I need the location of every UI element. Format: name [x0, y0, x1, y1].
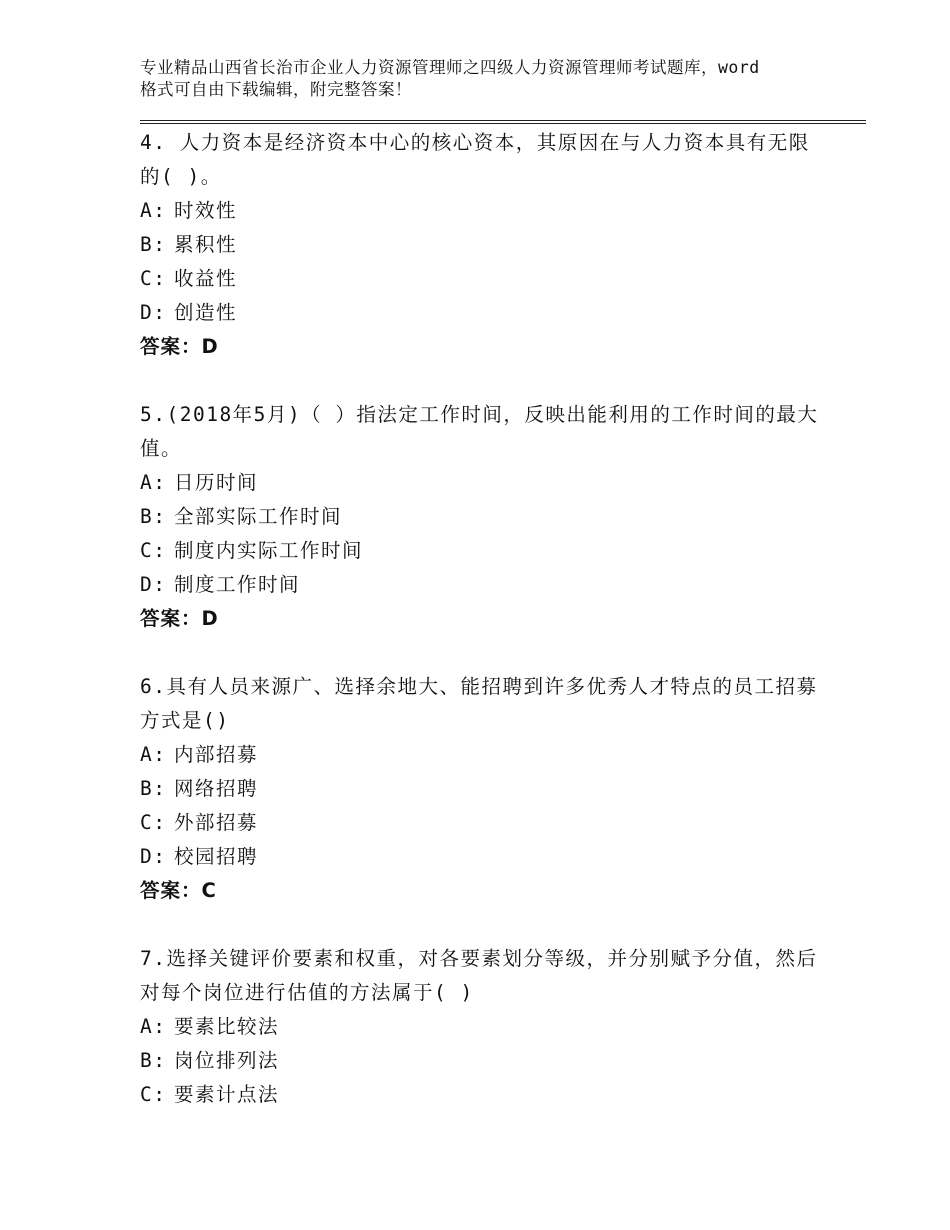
option-d	[140, 568, 840, 602]
option-a	[140, 194, 840, 228]
option-letter: C:	[140, 267, 167, 290]
option-c	[140, 262, 840, 296]
answer-line: 答案：C	[140, 879, 217, 902]
option-text: 岗位排列法	[174, 1049, 280, 1072]
option-text: 要素比较法	[174, 1015, 280, 1038]
option-b	[140, 1044, 840, 1078]
option-text: 累积性	[174, 233, 238, 256]
question-list	[140, 126, 840, 1146]
question-4	[140, 126, 840, 364]
option-a	[140, 738, 840, 772]
option-letter: B:	[140, 777, 167, 800]
option-letter: A:	[140, 743, 167, 766]
option-c	[140, 1078, 840, 1112]
answer-line: 答案：D	[140, 335, 219, 358]
option-text: 制度内实际工作时间	[174, 539, 364, 562]
option-b	[140, 228, 840, 262]
option-text: 网络招聘	[174, 777, 259, 800]
option-letter: B:	[140, 1049, 167, 1072]
option-letter: C:	[140, 539, 167, 562]
option-a	[140, 466, 840, 500]
option-b	[140, 500, 840, 534]
option-text: 内部招募	[174, 743, 259, 766]
question-stem: 7.选择关键评价要素和权重，对各要素划分等级，并分别赋予分值，然后对每个岗位进行估值的方法属于( )	[140, 947, 818, 1004]
option-letter: B:	[140, 505, 167, 528]
option-letter: C:	[140, 811, 167, 834]
option-letter: D:	[140, 845, 167, 868]
option-text: 日历时间	[174, 471, 259, 494]
option-d	[140, 296, 840, 330]
document-header	[140, 57, 840, 101]
option-letter: A:	[140, 199, 167, 222]
header-line-2: 格式可自由下载编辑，附完整答案！	[140, 80, 412, 99]
option-text: 制度工作时间	[174, 573, 301, 596]
option-text: 创造性	[174, 301, 238, 324]
option-c	[140, 806, 840, 840]
question-7	[140, 942, 840, 1112]
answer-line: 答案：D	[140, 607, 219, 630]
option-b	[140, 772, 840, 806]
option-d	[140, 840, 840, 874]
option-text: 外部招募	[174, 811, 259, 834]
header-line-1: 专业精品山西省长治市企业人力资源管理师之四级人力资源管理师考试题库，word	[140, 58, 760, 77]
question-5	[140, 398, 840, 636]
option-text: 收益性	[174, 267, 238, 290]
option-letter: A:	[140, 1015, 167, 1038]
option-letter: D:	[140, 573, 167, 596]
option-letter: D:	[140, 301, 167, 324]
question-stem: 6.具有人员来源广、选择余地大、能招聘到许多优秀人才特点的员工招募方式是()	[140, 675, 818, 732]
option-letter: B:	[140, 233, 167, 256]
option-text: 时效性	[174, 199, 238, 222]
option-text: 要素计点法	[174, 1083, 280, 1106]
question-stem: 4. 人力资本是经济资本中心的核心资本，其原因在与人力资本具有无限的( )。	[140, 131, 810, 188]
header-divider	[140, 120, 866, 124]
option-letter: A:	[140, 471, 167, 494]
option-text: 校园招聘	[174, 845, 259, 868]
option-c	[140, 534, 840, 568]
question-6	[140, 670, 840, 908]
question-stem: 5.(2018年5月)（ ）指法定工作时间，反映出能利用的工作时间的最大值。	[140, 403, 819, 460]
option-text: 全部实际工作时间	[174, 505, 343, 528]
option-letter: C:	[140, 1083, 167, 1106]
option-a	[140, 1010, 840, 1044]
